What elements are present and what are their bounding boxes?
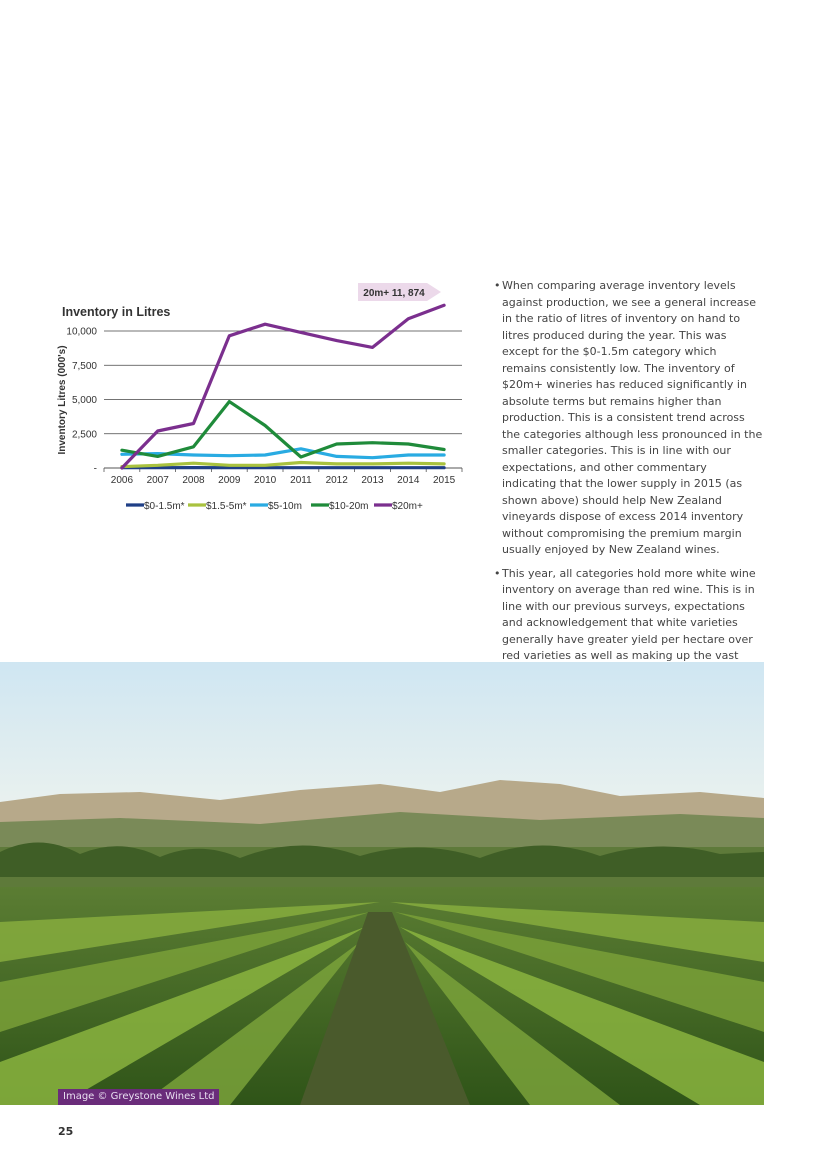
series-point-3 (336, 443, 338, 445)
series-point-3 (157, 456, 159, 458)
series-point-4 (336, 340, 338, 342)
series-point-0 (443, 467, 445, 469)
x-tick-label: 2010 (253, 475, 277, 486)
vineyard-photo (0, 662, 764, 1105)
series-point-1 (408, 462, 410, 464)
x-tick-label: 2009 (218, 475, 241, 486)
chart-title: Inventory in Litres (62, 305, 171, 319)
series-point-2 (193, 454, 195, 456)
series-point-0 (264, 467, 266, 469)
series-point-0 (408, 467, 410, 469)
image-credit: Image © Greystone Wines Ltd (58, 1089, 219, 1105)
series-point-3 (300, 456, 302, 458)
series-point-4 (193, 423, 195, 425)
legend-label: $20m+ (392, 501, 423, 512)
series-point-2 (372, 457, 374, 459)
series-point-1 (264, 464, 266, 466)
series-point-0 (157, 467, 159, 469)
series-point-2 (443, 454, 445, 456)
x-tick-label: 2013 (361, 475, 384, 486)
bullet-marker: • (494, 566, 501, 580)
series-point-3 (264, 425, 266, 427)
legend-label: $1.5-5m* (206, 501, 247, 512)
y-axis-label: Inventory Litres (000's) (57, 345, 68, 455)
series-point-0 (193, 467, 195, 469)
series-point-2 (229, 455, 231, 457)
x-tick-label: 2015 (432, 475, 456, 486)
series-point-0 (229, 467, 231, 469)
series-point-0 (300, 467, 302, 469)
bullet-text: When comparing average inventory levels against production, we see a general increase in the ratio of litres of inventory on hand to litres produced during the year. This was except for the $0-1.5m category which remains consistently low. The inventory of $20m+ wineries has reduced significantly in absolute terms but remains higher than production. This is a consistent trend across the categories although less pronounced in the smaller categories. This is in line with our expectations, and other commentary indicating that the lower supply in 2015 (as shown above) should help New Zealand vineyards dispose of excess 2014 inventory without compromising the premium margin usually enjoyed by New Zealand wines. (502, 279, 763, 556)
series-point-3 (443, 449, 445, 451)
series-point-1 (157, 464, 159, 466)
series-point-0 (372, 467, 374, 469)
y-tick-label: 2,500 (71, 429, 97, 441)
series-point-4 (157, 430, 159, 432)
series-point-3 (229, 401, 231, 403)
y-tick-label: 10,000 (66, 326, 97, 338)
commentary-bullets (494, 278, 764, 705)
series-point-1 (443, 463, 445, 465)
series-point-2 (157, 453, 159, 455)
series-point-4 (443, 305, 445, 307)
legend-label: $0-1.5m* (144, 501, 185, 512)
series-line-1 (122, 463, 444, 467)
series-point-3 (193, 446, 195, 448)
series-point-1 (193, 462, 195, 464)
series-point-2 (336, 456, 338, 458)
x-tick-label: 2007 (146, 475, 169, 486)
legend-label: $5-10m (268, 501, 302, 512)
x-tick-label: 2011 (290, 475, 312, 486)
series-point-3 (372, 442, 374, 444)
series-point-2 (408, 454, 410, 456)
y-tick-label: - (93, 463, 97, 475)
series-point-2 (264, 454, 266, 456)
series-point-4 (121, 467, 123, 469)
bullet-text: This year, all categories hold more white wine inventory on average than red wine. This is in line with our previous surveys, expectations and acknowledgement that white varieties generally have greater yield per hectare over red varieties as well as making up the vast (502, 566, 756, 662)
x-tick-label: 2006 (110, 475, 134, 486)
bullet-item (494, 278, 764, 559)
series-point-2 (300, 448, 302, 450)
series-point-3 (408, 443, 410, 445)
y-tick-label: 5,000 (71, 395, 97, 406)
inventory-line-chart (0, 270, 480, 520)
x-tick-label: 2012 (325, 475, 348, 486)
bullet-marker: • (494, 279, 501, 292)
series-point-4 (300, 332, 302, 334)
series-point-1 (229, 464, 231, 466)
legend-label: $10-20m (329, 501, 369, 512)
series-point-4 (372, 347, 374, 349)
series-point-1 (372, 463, 374, 465)
series-point-4 (408, 318, 410, 320)
annotation-label: 20m+ 11, 874 (363, 288, 425, 299)
page-number: 25 (58, 1125, 74, 1138)
series-point-4 (264, 323, 266, 325)
vineyard-image (0, 662, 764, 1105)
series-point-2 (121, 454, 123, 456)
x-tick-label: 2008 (182, 475, 205, 486)
series-point-1 (300, 462, 302, 464)
series-point-0 (336, 467, 338, 469)
series-point-3 (121, 449, 123, 451)
x-tick-label: 2014 (397, 475, 420, 486)
series-point-1 (336, 463, 338, 465)
series-point-4 (229, 335, 231, 337)
y-tick-label: 7,500 (71, 360, 97, 372)
